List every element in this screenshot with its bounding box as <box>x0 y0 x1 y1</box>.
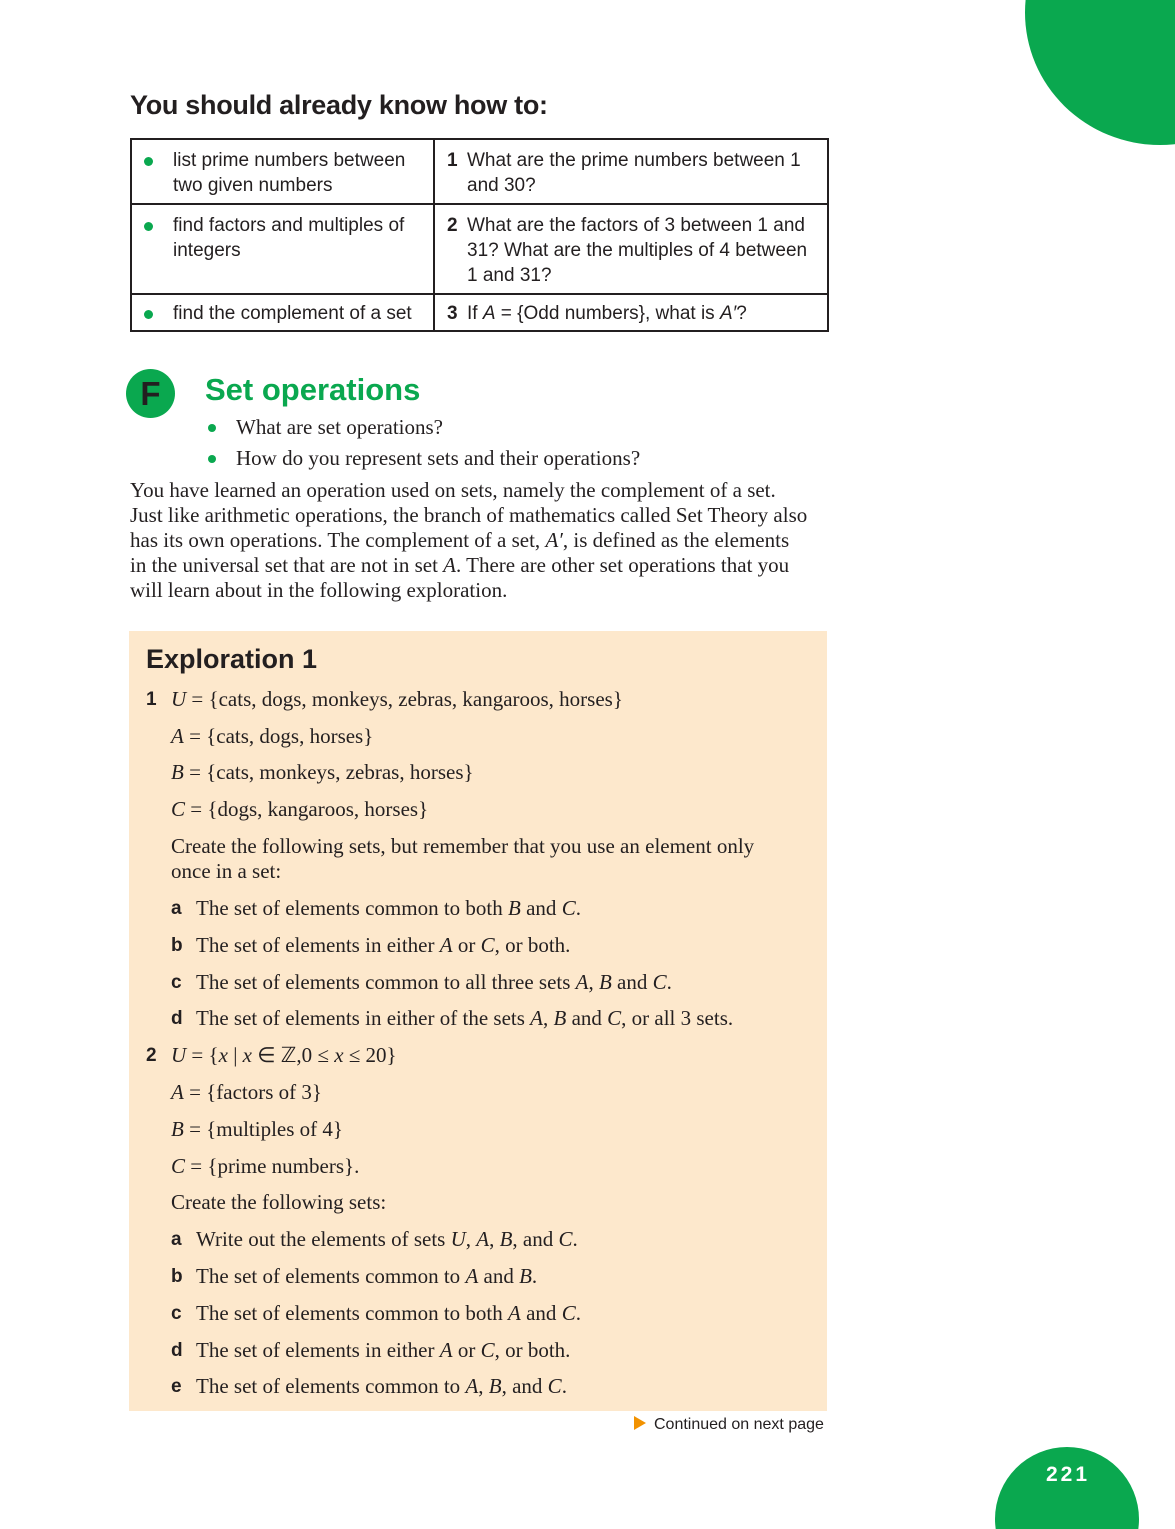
instruction-text: Create the following sets: <box>171 1190 387 1214</box>
table-row <box>131 294 828 331</box>
part-text: The set of elements common to both A and C. <box>196 1301 581 1325</box>
instruction-text: once in a set: <box>171 859 282 883</box>
set-definition: A = {cats, dogs, horses} <box>171 724 374 748</box>
part-text: The set of elements in either of the sets A, B and C, or all 3 sets. <box>196 1006 734 1030</box>
part-label: c <box>171 972 182 993</box>
question-cell: 2 What are the factors of 3 between 1 and 31? What are the multiples of 4 between 1 and 31? <box>434 204 828 294</box>
question-cell: 1 What are the prime numbers between 1 and 30? <box>434 139 828 204</box>
corner-decoration-bottom <box>995 1447 1139 1529</box>
question-number: 1 <box>447 150 458 171</box>
part-text: Write out the elements of sets U, A, B, and C. <box>196 1227 578 1251</box>
set-definition: C = {dogs, kangaroos, horses} <box>171 797 429 821</box>
table-row <box>131 204 828 294</box>
page-number: 221 <box>1046 1463 1091 1486</box>
prerequisites-heading: You should already know how to: <box>130 90 548 120</box>
part-text: The set of elements common to both B and C. <box>196 896 581 920</box>
part-text: The set of elements common to all three sets A, B and C. <box>196 970 672 994</box>
question-number: 2 <box>447 215 458 236</box>
set-definition: U = {x | x ∈ ℤ,0 ≤ x ≤ 20} <box>171 1043 397 1067</box>
part-text: The set of elements in either A or C, or both. <box>196 933 571 957</box>
part-label: b <box>171 935 183 956</box>
set-definition: C = {prime numbers}. <box>171 1154 360 1178</box>
section-badge: F <box>126 369 175 418</box>
arrow-right-icon <box>634 1416 646 1430</box>
part-label: b <box>171 1266 183 1287</box>
bullet-icon <box>144 222 153 231</box>
continued-note: Continued on next page <box>634 1416 824 1434</box>
bullet-icon <box>144 310 153 319</box>
part-text: The set of elements common to A, B, and C. <box>196 1374 567 1398</box>
part-text: The set of elements common to A and B. <box>196 1264 538 1288</box>
bullet-icon <box>208 455 216 463</box>
skill-cell: find factors and multiples of integers <box>131 204 434 294</box>
prerequisites-table <box>130 138 829 332</box>
corner-decoration-top <box>1025 0 1175 145</box>
inquiry-question: How do you represent sets and their operations? <box>236 446 641 470</box>
bullet-icon <box>208 424 216 432</box>
question-cell: 3 If A = {Odd numbers}, what is A′? <box>434 294 828 331</box>
set-definition: B = {multiples of 4} <box>171 1117 343 1141</box>
set-definition: A = {factors of 3} <box>171 1080 322 1104</box>
section-title: Set operations <box>205 372 421 407</box>
question-number: 2 <box>146 1045 157 1066</box>
part-label: a <box>171 898 182 919</box>
part-label: a <box>171 1229 182 1250</box>
exploration-title: Exploration 1 <box>146 644 318 674</box>
part-text: The set of elements in either A or C, or both. <box>196 1338 571 1362</box>
table-row <box>131 139 828 204</box>
skill-cell: find the complement of a set <box>131 294 434 331</box>
question-number: 3 <box>447 303 458 324</box>
part-label: e <box>171 1376 182 1397</box>
instruction-text: Create the following sets, but remember that you use an element only <box>171 834 755 858</box>
question-number: 1 <box>146 689 157 710</box>
part-label: d <box>171 1340 183 1361</box>
intro-paragraph: You have learned an operation used on sets, namely the complement of a set. Just like arithmetic operations, the branch of mathematics called Set Theory also has its own operations. The complement of a set, A′, is defined as the elements in the universal set that are not in set A. There are other set operations that you will learn about in the following exploration. <box>130 478 808 602</box>
set-definition: B = {cats, monkeys, zebras, horses} <box>171 760 474 784</box>
part-label: d <box>171 1008 183 1029</box>
set-definition: U = {cats, dogs, monkeys, zebras, kangaroos, horses} <box>171 687 623 711</box>
inquiry-question: What are set operations? <box>236 415 443 439</box>
part-label: c <box>171 1303 182 1324</box>
skill-cell: list prime numbers between two given numbers <box>131 139 434 204</box>
bullet-icon <box>144 157 153 166</box>
